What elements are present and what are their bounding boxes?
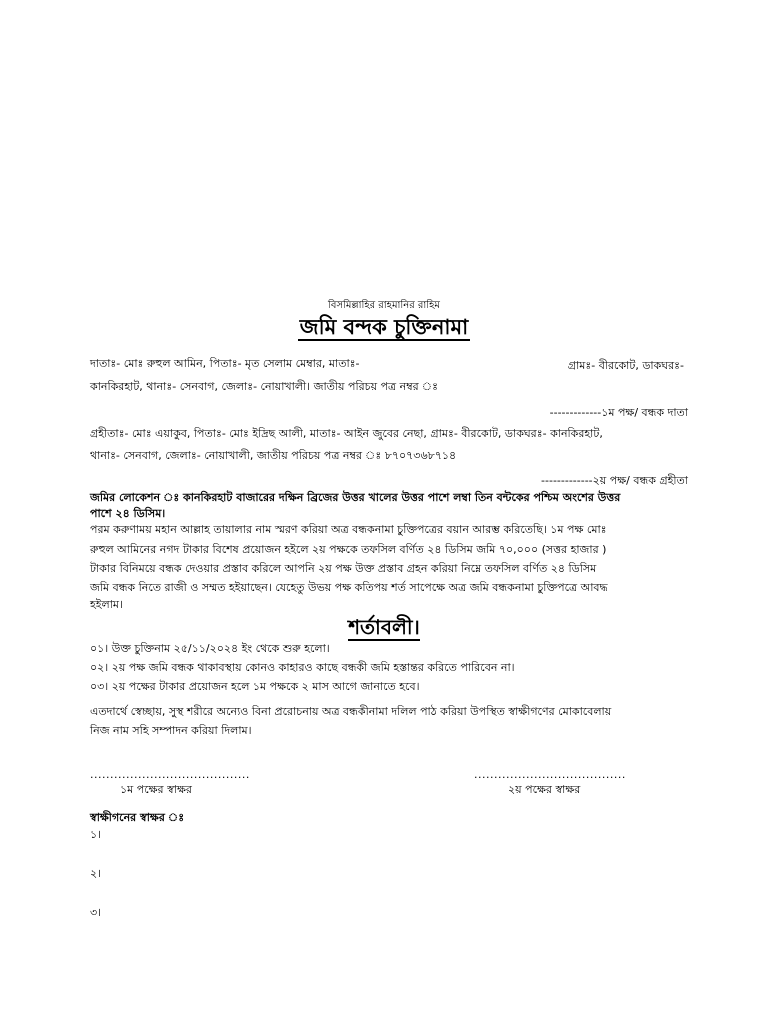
donor-line-2: কানকিরহাট, থানাঃ- সেনবাগ, জেলাঃ- নোয়াখালী। জাতীয় পরিচয় পত্র নম্বর ঃ — [90, 380, 438, 393]
donor-village: গ্রামঃ- বীরকোট, ডাকঘরঃ- — [567, 359, 684, 372]
land-location-line-1: জমির লোকেশন ঃ কানকিরহাট বাজারের দক্ষিন ব্রিজের উত্তর খালের উত্তর পাশে লম্বা তিন বন্টকের পশ্চিম অংশের উত্তর — [90, 491, 621, 504]
receiver-line-1: গ্রহীতাঃ- মোঃ এয়াকুব, পিতাঃ- মোঃ ইদ্রিছ আলী, মাতাঃ- আইন জুবের নেছা, গ্রামঃ- বীরকোট, ডাকঘরঃ- কানকিরহাট, — [90, 427, 603, 440]
witness-item: ২। — [90, 867, 102, 880]
bismillah-heading: বিসমিল্লাহির রাহমানির রাহিম — [328, 300, 440, 311]
first-party-signature-label: ১ম পক্ষের স্বাক্ষর — [120, 783, 192, 796]
land-location-line-2: পাশে ২৪ ডিসিম। — [90, 507, 166, 520]
body-line-2: রুহুল আমিনের নগদ টাকার বিশেষ প্রয়োজন হইলে ২য় পক্ষকে তফসিল বর্ণিত ২৪ ডিসিম জমি ৭০,০০০ (সত্তর হাজার ) — [90, 543, 607, 556]
terms-title-text: শর্তাবলী। — [348, 615, 420, 639]
term-item: ০৩। ২য় পক্ষের টাকার প্রয়োজন হলে ১ম পক্ষকে ২ মাস আগে জানাতে হবে। — [90, 680, 420, 693]
second-party-signature-line: ...................................... — [474, 768, 626, 781]
first-party-label: -------------১ম পক্ষ/ বন্ধক দাতা — [549, 406, 688, 419]
body-line-3: টাকার বিনিময়ে বন্ধক দেওয়ার প্রস্তাব করিলে আপনি ২য় পক্ষ উক্ত প্রস্তাব গ্রহন করিয়া নিম্নে তফসিল বর্ণিত ২৪ ডিসিম — [90, 562, 597, 575]
witness-item: ১। — [90, 828, 102, 841]
term-item: ০২। ২য় পক্ষ জমি বন্ধক থাকাবস্থায় কোনও কাহারও কাছে বন্ধকী জমি হস্তান্তর করিতে পারিবেন না। — [90, 661, 515, 674]
term-item: ০১। উক্ত চুক্তিনাম ২৫/১১/২০২৪ ইং থেকে শুরু হলো। — [90, 642, 330, 655]
body-line-5: হইলাম। — [90, 598, 123, 611]
witnesses-title: স্বাক্ষীগনের স্বাক্ষর ঃ — [90, 811, 185, 824]
document-title — [0, 314, 768, 340]
body-line-4: জমি বন্ধক নিতে রাজী ও সম্মত হইয়াছেন। যেহেতু উভয় পক্ষ কতিপয় শর্ত সাপেক্ষে অত্র জমি বন্ধকনামা চুক্তিপত্রে আবদ্ধ — [90, 581, 608, 594]
receiver-line-2: থানাঃ- সেনবাগ, জেলাঃ- নোয়াখালী, জাতীয় পরিচয় পত্র নম্বর ঃ ৮৭০৭৩৬৮৭১৪ — [90, 449, 457, 462]
first-party-signature-line: ........................................ — [90, 768, 250, 781]
closing-line-2: নিজ নাম সহি সম্পাদন করিয়া দিলাম। — [90, 724, 252, 737]
closing-line-1: এতদার্থে স্বেচ্ছায়, সুস্থ শরীরে অন্যেও বিনা প্ররোচনায় অত্র বন্ধকীনামা দলিল পাঠ করিয়া উপস্থিত স্বাক্ষীগণের মোকাবেলায় — [90, 705, 612, 718]
donor-line-1: দাতাঃ- মোঃ রুহুল আমিন, পিতাঃ- মৃত সেলাম মেম্বার, মাতাঃ- — [90, 357, 360, 370]
witness-item: ৩। — [90, 906, 102, 919]
second-party-label: -------------২য় পক্ষ/ বন্ধক গ্রহীতা — [541, 474, 688, 487]
document-title-text: জমি বন্দক চুক্তিনামা — [299, 315, 469, 339]
body-line-1: পরম করুণাময় মহান আল্লাহ তায়ালার নাম স্মরণ করিয়া অত্র বন্ধকনামা চুক্তিপত্রের বয়ান আরম্ভ করিতেছি। ১ম পক্ষ মোঃ — [90, 523, 607, 536]
terms-title — [0, 614, 768, 640]
second-party-signature-label: ২য় পক্ষের স্বাক্ষর — [508, 783, 581, 796]
